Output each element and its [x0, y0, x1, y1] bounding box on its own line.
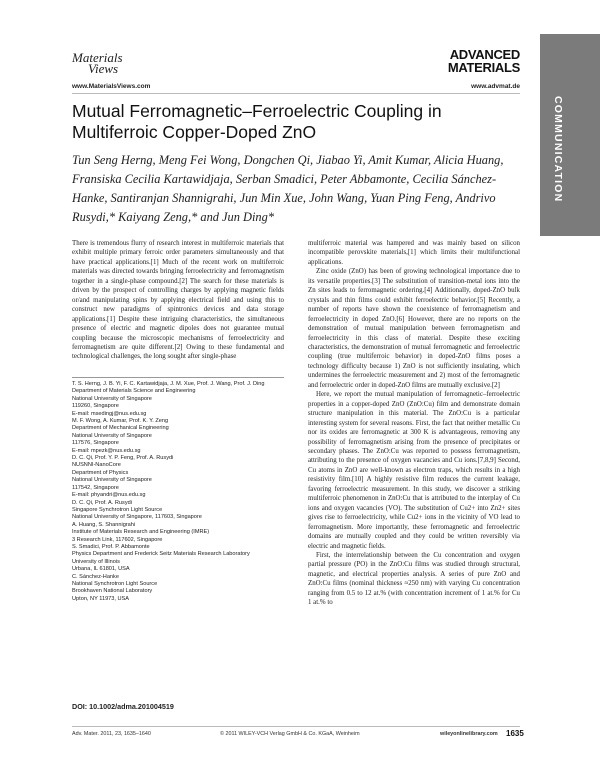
- affiliation-line: T. S. Herng, J. B. Yi, F. C. Kartawidjaja, J. M. Xue, Prof. J. Wang, Prof. J. Ding: [72, 381, 265, 387]
- affiliation-line: D. C. Qi, Prof. Y. P. Feng, Prof. A. Rusydi: [72, 455, 174, 462]
- paragraph-zno: Zinc oxide (ZnO) has been of growing technological importance due to its versatile properties.[3] The substitution of transition-metal ions into the Zn sites leads to ferromagnetic ordering.[4] Additionally, doped-ZnO bulk crystals and thin films could exhibit ferroelectric behavior.[5] Recently, a number of reports have shown the coexistence of ferromagnetism and ferroelectricity in doped ZnO.[6] However, there are no reports on the demonstration of mutual manipulation between ferromagnetism and ferroelectricity in this class of material. Despite these exciting characteristics, the demonstration of mutual ferromagnetic and ferroelectric coupling (true multiferroic behavior) in doped-ZnO films poses a technology difficulty because 1) ZnO is not sufficiently insulating, which undermines the ferroelectric measurement and 2) most of the ferromagnetic and ferroelectric order in doped-ZnO films are mutually exclusive.[2]: [308, 268, 520, 389]
- affiliation-line: E-mail: msedingj@nus.edu.sg: [72, 410, 147, 417]
- author-list: Tun Seng Herng, Meng Fei Wong, Dongchen Qi, Jiabao Yi, Amit Kumar, Alicia Huang, Fransiska Cecilia Kartawidjaja, Serban Smadici, Peter Abbamonte, Cecilia Sánchez-Hanke, Santiranjan Shannigrahi, Jun Min Xue, John Wang, Yuan Ping Feng, Andrivo Rusydi,* Kaiyang Zeng,* and Jun Ding*: [72, 153, 504, 224]
- affiliation-line: E-mail: phyandri@nus.edu.sg: [72, 492, 146, 499]
- affiliation-line: Department of Materials Science and Engineering: [72, 388, 196, 395]
- paragraph-first: First, the interrelationship between the Cu concentration and oxygen partial pressure (PO) in the ZnO:Cu films was studied through structural, magnetic, and electrical properties analysis. A series of pure ZnO and ZnO:Cu films (nominal thickness ≈250 nm) with varying Cu concentration ranging from 0.5 to 12 at.% (with concentration increment of 1 at.% for Cu 1 at.% to: [308, 551, 520, 607]
- affiliation-line: Brookhaven National Laboratory: [72, 588, 153, 595]
- affiliation-line: C. Sánchez-Hanke: [72, 573, 119, 580]
- affiliation-line: Department of Mechanical Engineering: [72, 425, 169, 432]
- logo-line-2: Views: [88, 61, 119, 76]
- affiliation-line: NUSNNI-NanoCore: [72, 462, 121, 469]
- affiliation-line: S. Smadici, Prof. P. Abbamonte: [72, 543, 150, 550]
- affiliation-line: Urbana, IL 61801, USA: [72, 566, 130, 573]
- article-title: Mutual Ferromagnetic–Ferroelectric Coupling in Multiferroic Copper-Doped ZnO: [72, 101, 442, 142]
- page-number: 1635: [506, 729, 524, 738]
- affiliation-line: University of Illinois: [72, 558, 120, 565]
- affiliation-line: National Synchrotron Light Source: [72, 580, 158, 587]
- affiliation-line: National University of Singapore: [72, 395, 152, 402]
- body-column-right: [308, 239, 520, 608]
- affiliation-line: 117576, Singapore: [72, 440, 119, 447]
- affiliation-line: Singapore Synchrotron Light Source: [72, 506, 163, 513]
- affiliation-line: 119260, Singapore: [72, 403, 119, 410]
- affiliation-line: D. C. Qi, Prof. A. Rusydi: [72, 499, 132, 506]
- affiliation-line: National University of Singapore: [72, 432, 152, 439]
- paragraph-intro: There is tremendous flurry of research interest in multiferroic materials that exhibit multiple primary ferroic order parameters simultaneously and that have practical applications.[1] Much of the recent work on multiferroic materials was directed towards bringing ferroelectricity and ferromagnetism together in a single-phase compound.[2] The search for these materials is driven by the prospect of controlling charges by applying magnetic fields or/and manipulating spins by applying electrical field and using this to construct new paradigms of spintronics devices and data storage applications.[1] Despite these intriguing characteristics, the simultaneous presence of electric and magnetic dipoles does not guarantee mutual coupling because the microscopic mechanisms of ferroelectricity and ferromagnetism are quite different.[2] Owing to these fundamental and technological challenges, the long sought after single-phase: [72, 240, 284, 361]
- affiliation-line: 3 Research Link, 117602, Singapore: [72, 536, 163, 543]
- affiliation-line: M. F. Wong, A. Kumar, Prof. K. Y. Zeng: [72, 418, 169, 425]
- affiliation-line: Institute of Materials Research and Engineering (IMRE): [72, 529, 210, 536]
- paragraph-continued: multiferroic material was hampered and was mainly based on silicon incompatible perovskite materials,[1] which limits their multifunctional applications.: [308, 240, 520, 266]
- affiliation-line: A. Huang, S. Shannigrahi: [72, 521, 136, 528]
- advanced-materials-logo: [448, 48, 520, 74]
- paragraph-report: Here, we report the mutual manipulation of ferromagnetic–ferroelectric properties in a copper-doped ZnO (ZnO:Cu) film and demonstrate domain structure manipulation in this material. The ZnO:Cu is a particular interesting system for several reasons. First, the fact that neither metallic Cu nor its oxides are ferromagnetic at 300 K is advantageous, removing any possibility of ferromagnetism arising from the presence of precipitates or secondary phases. The ZnO:Cu was reported to possess ferromagnetism, attributing to the presence of oxygen vacancies and Cu ions.[7,8,9] Second, Cu atoms in ZnO are well-known as electron traps, which results in a high resistivity film.[10] A highly resistive film reduces the current leakage, favoring ferroelectric measurement. In this study, we discover a striking multiferroic phenomenon in ZnO:Cu that is attributed to the interplay of Cu ions and oxygen vacancies (VO). The substitution of Cu2+ into Zn2+ sites gives rise to ferroelectricity, while Cu2+ ions in the vicinity of VO lead to ferromagnetism. More importantly, these ferromagnetic and ferroelectric domains are mutually coupled and they could be written reversibly via electric and magnetic fields.: [308, 391, 520, 550]
- section-tab: [540, 34, 600, 236]
- affiliation-line: National University of Singapore, 117603, Singapore: [72, 514, 202, 521]
- footer-divider: [72, 726, 520, 727]
- journal-citation: Adv. Mater. 2011, 23, 1635–1640: [72, 731, 151, 737]
- section-tab-label: COMMUNICATION: [552, 96, 564, 203]
- logo-line-1: Materials: [72, 50, 123, 65]
- advmat-url[interactable]: www.advmat.de: [471, 83, 520, 90]
- doi[interactable]: DOI: 10.1002/adma.201004519: [72, 702, 174, 711]
- materials-views-url[interactable]: www.MaterialsViews.com: [72, 83, 151, 90]
- affiliation-line: Upton, NY 11973, USA: [72, 595, 130, 602]
- affiliation-line: Physics Department and Frederick Seitz Materials Research Laboratory: [72, 551, 250, 558]
- affiliation-line: E-mail: mpezk@nus.edu.sg: [72, 447, 141, 454]
- affiliation-block: [72, 381, 284, 603]
- affiliation-line: National University of Singapore: [72, 477, 152, 484]
- body-column-left: [72, 239, 284, 362]
- wiley-url[interactable]: wileyonlinelibrary.com: [440, 731, 498, 737]
- materials-views-logo: [72, 52, 123, 74]
- copyright: © 2011 WILEY-VCH Verlag GmbH & Co. KGaA, Weinheim: [220, 731, 360, 737]
- affiliation-divider: [72, 377, 284, 378]
- logo-advanced: ADVANCED: [449, 47, 520, 62]
- logo-materials: MATERIALS: [447, 60, 520, 75]
- header-divider: [72, 93, 520, 94]
- affiliation-line: 117542, Singapore: [72, 484, 119, 491]
- affiliation-line: Department of Physics: [72, 469, 129, 476]
